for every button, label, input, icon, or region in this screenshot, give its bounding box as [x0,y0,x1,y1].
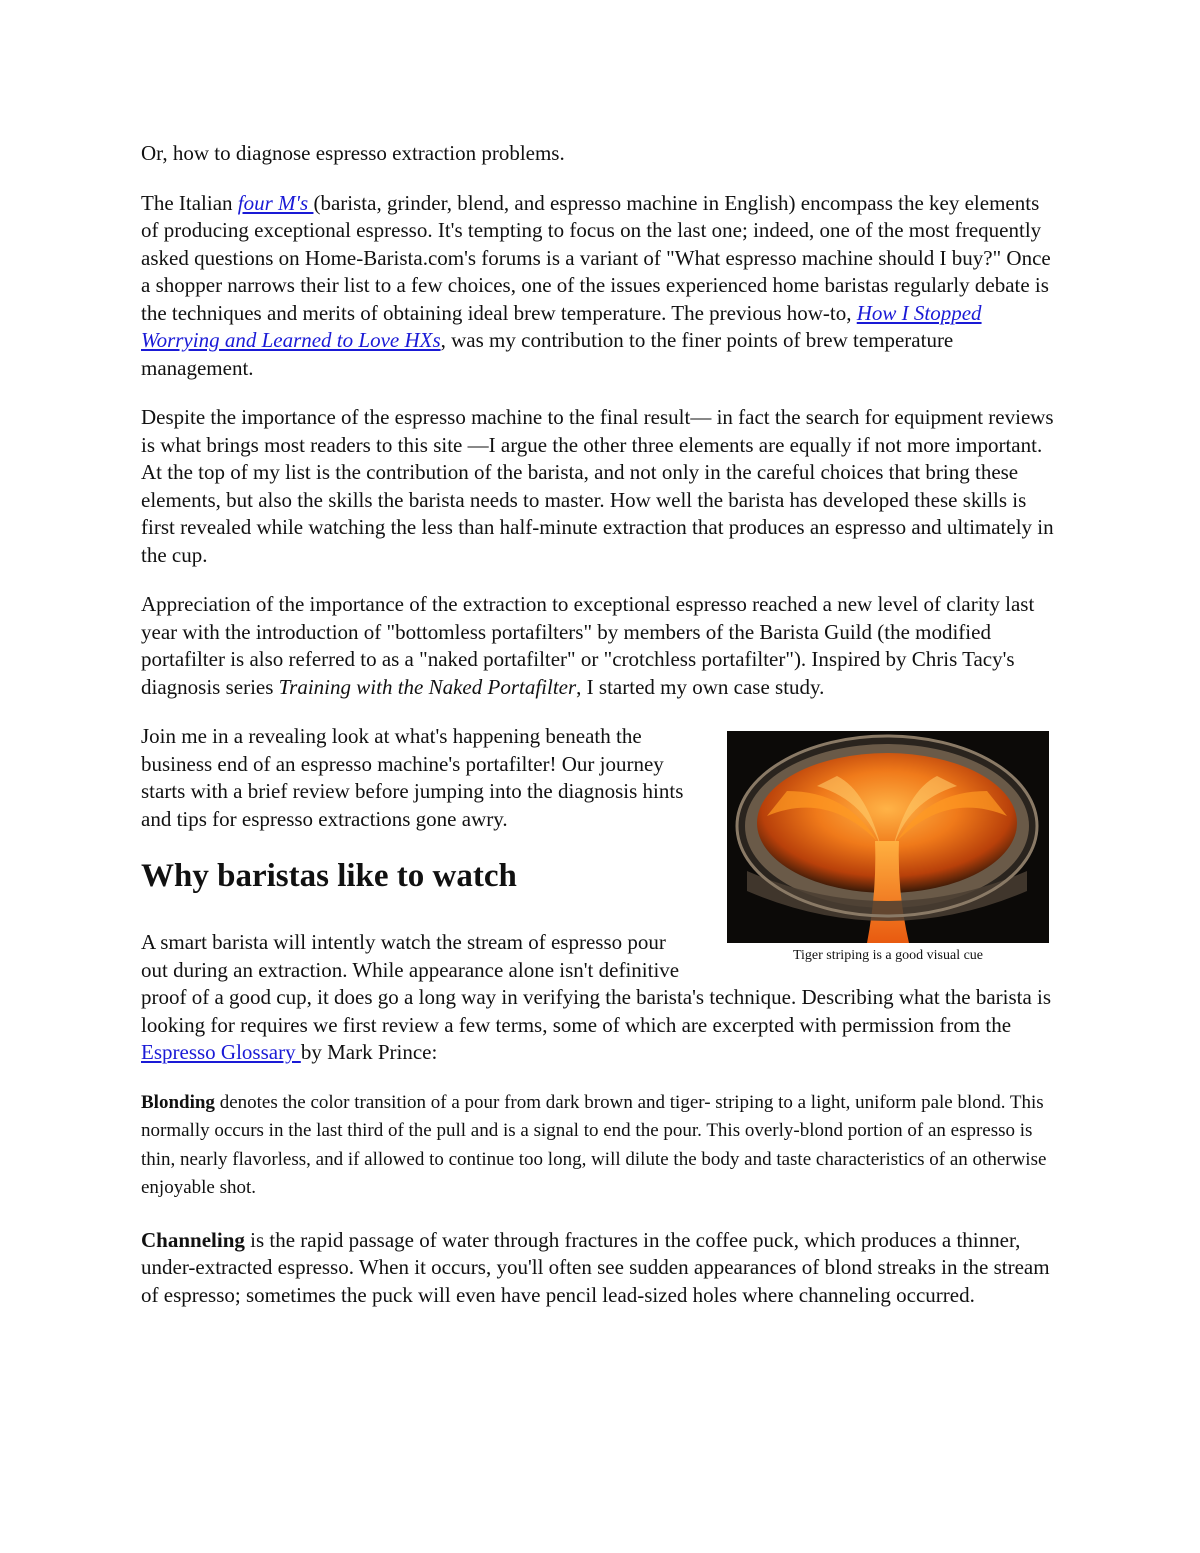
barista-importance-paragraph: Despite the importance of the espresso machine to the final result— in fact the search for equipment reviews is what brings most readers to this site —I argue the other three elements are equally if not more important. At the top of my list is the contribution of the barista, and not only in the careful choices that bring these elements, but also the skills the barista needs to master. How well the barista has developed these skills is first revealed while watching the less than half-minute extraction that produces an espresso and ultimately in the cup. [141,405,1054,567]
figure-caption: Tiger striping is a good visual cue [792,948,984,963]
espresso-glossary-link[interactable]: Espresso Glossary [141,1040,301,1064]
text-span: by Mark Prince: [300,1040,438,1064]
journey-paragraph: Join me in a revealing look at what's happening beneath the business end of an espresso machine's portafilter! Our journey starts with a brief review before jumping into the diagnosis hints and tips for espresso extractions gone awry. [141,724,684,831]
definition-text: is the rapid passage of water through fractures in the coffee puck, which produces a thinner, under-extracted espresso. When it occurs, you'll often see sudden appearances of blond streaks in the stream of espresso; sometimes the puck will even have pencil lead-sized holes where channeling occurred. [141,1227,1050,1307]
series-title: Training with the Naked Portafilter [278,674,577,699]
text-span: (barista, grinder, blend, and espresso machine in English) encompass the key elements of producing exceptional espresso. It's tempting to focus on the last one; indeed, one of the most frequently asked questions on Home-Barista.com's forums is a variant of "What espresso machine should I buy?" Once a shopper narrows their list to a few choices, one of the issues experienced home baristas regularly debate is the techniques and merits of obtaining ideal brew temperature. The previous how-to, [141,190,1051,325]
blonding-definition [141,1089,1061,1203]
text-span: , I started my own case study. [576,674,825,699]
term-blonding: Blonding [141,1091,215,1113]
term-channeling: Channeling [141,1227,245,1252]
text-span: A smart barista will intently watch the stream of espresso pour out during an extraction. While appearance alone isn't definitive proof of a good cup, it does go a long way in verifying the barista's technique. Describing what the barista is looking for requires we first review a few terms, some of which are excerpted with permission from the [141,930,1052,1037]
definition-text: denotes the color transition of a pour from dark brown and tiger- striping to a light, uniform pale blond. This normally occurs in the last third of the pull and is a signal to end the pour. This overly-blond portion of an espresso is thin, nearly flavorless, and if allowed to continue too long, will dilute the body and taste characteristics of an otherwise enjoyable shot. [141,1091,1047,1198]
four-ms-link[interactable]: four M's [237,190,314,215]
section-heading: Why baristas like to watch [141,858,517,894]
text-span: Appreciation of the importance of the extraction to exceptional espresso reached a new level of clarity last year with the introduction of "bottomless portafilters" by members of the Barista Guild (the modified portafilter is also referred to as a "naked portafilter" or "crotchless portafilter"). Inspired by Chris Tacy's diagnosis series [141,592,1035,699]
text-span: The Italian [141,190,238,215]
bottomless-portafilter-paragraph [141,591,1061,701]
hx-howto-link[interactable]: How I Stopped Worrying and Learned to Love HXs [141,300,982,352]
text-span: , was my contribution to the finer points of brew temperature management. [141,328,954,380]
espresso-extraction-photo [727,731,1049,943]
intro-paragraph: Or, how to diagnose espresso extraction problems. [141,141,565,165]
article-body [141,140,1061,1331]
four-ms-paragraph [141,190,1061,383]
tiger-striping-figure [727,731,1049,965]
channeling-definition [141,1227,1061,1310]
